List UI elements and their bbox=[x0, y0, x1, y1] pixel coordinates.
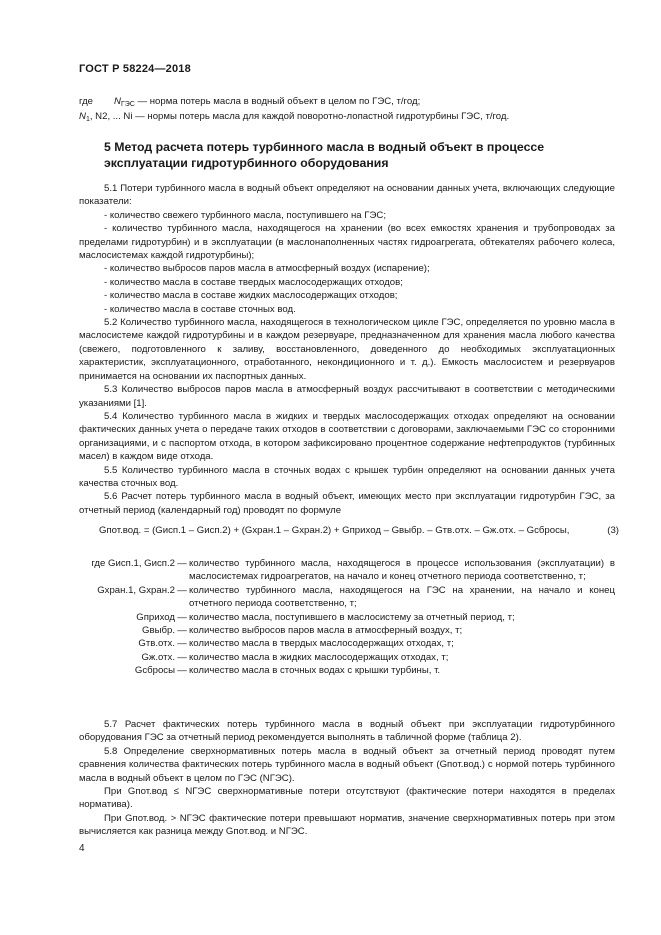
symbol-sub: 1 bbox=[85, 116, 90, 123]
list-item: - количество турбинного масла, находящегося на хранении (во всех емкостях хранения и трубопроводах за пределами гидротурбин) и в эксплуатации (в маслонаполненных частях гидроагрегата, обтекателях рабочего колеса, маслосистемах каждой гидротурбины); bbox=[79, 223, 615, 262]
paragraph: 5.7 Расчет фактических потерь турбинного масла в водный объект при эксплуатации гидротурбинного оборудования ГЭС за отчетный период рекомендуется выполнять в табличной форме (таблица 2). bbox=[79, 719, 615, 744]
formula-expression: Gпот.вод. = (Gисп.1 – Gисп.2) + (Gхран.1 – Gхран.2) + Gприход – Gвыбр. – Gтв.отх. – Gж.отх. – Gсбросы, bbox=[99, 525, 570, 536]
symbol-n: N bbox=[114, 96, 121, 107]
definition-symbol: Gприход bbox=[136, 611, 175, 623]
definition-row bbox=[79, 611, 615, 624]
definition-text: количество масла, поступившего в маслосистему за отчетный период, т; bbox=[189, 611, 515, 623]
definition-dash: — bbox=[177, 558, 187, 569]
paragraph: 5.8 Определение сверхнормативных потерь масла в водный объект за отчетный период проводят путем сравнения количества фактических потерь турбинного масла в водный объект (Gпот.вод.) с нормой потерь турбинного масла в водный объект в целом по ГЭС (NГЭС). bbox=[79, 745, 615, 784]
list-item: - количество масла в составе сточных вод. bbox=[104, 303, 296, 315]
formula-3 bbox=[79, 524, 619, 540]
definition-dash: — bbox=[177, 638, 187, 650]
paragraph: 5.1 Потери турбинного масла в водный объект определяют на основании данных учета, включающих следующие показатели: bbox=[79, 183, 615, 208]
definition-symbol: Gтв.отх. bbox=[138, 638, 175, 650]
paragraph: 5.2 Количество турбинного масла, находящегося в технологическом цикле ГЭС, определяется по уровню масла в маслосистеме каждой гидротурбины и в каждом резервуаре, предназначенном для хранения масла любого качества (свежего, подготовленного к заливу, восстановленного, доведенного до необходимых эксплуатационных характеристик, эксплуатационного, отработанного, некондиционного и т. д.). Емкость маслосистем и резервуаров принимается на основании их паспортных данных. bbox=[79, 317, 615, 382]
paragraph: При Gпот.вод. > NГЭС фактические потери превышают норматив, значение сверхнормативных потерь при этом вычисляется как разница между Gпот.вод. и NГЭС. bbox=[79, 812, 615, 838]
definition-symbol: где Gисп.1, Gисп.2 bbox=[91, 558, 175, 569]
list-item: - количество масла в составе жидких маслосодержащих отходов; bbox=[104, 290, 398, 302]
definition-row bbox=[79, 637, 615, 650]
definition-symbol: Gвыбр. bbox=[142, 625, 175, 637]
where-line-1 bbox=[79, 95, 619, 108]
paragraph: При Gпот.вод ≤ NГЭС сверхнормативные потери отсутствуют (фактические потери находятся в пределах норматива). bbox=[79, 786, 615, 811]
section-title: 5 Метод расчета потерь турбинного масла в водный объект в процессе эксплуатации гидротурбинного оборудования bbox=[104, 140, 545, 170]
list-item: - количество свежего турбинного масла, поступившего на ГЭС; bbox=[104, 209, 386, 221]
paragraph: 5.3 Количество выбросов паров масла в атмосферный воздух рассчитывают в соответствии с методическими указаниями [1]. bbox=[79, 384, 615, 409]
document-header: ГОСТ Р 58224—2018 bbox=[79, 63, 191, 75]
list-item: - количество масла в составе твердых маслосодержащих отходов; bbox=[104, 276, 403, 288]
definition-text: количество турбинного масла, находящегося в процессе использования (эксплуатации) в маслосистемах гидроагрегатов, на начало и конец отчетного периода соответственно, т; bbox=[189, 558, 615, 583]
definition-dash: — bbox=[177, 625, 187, 637]
definition-text: количество масла в сточных водах с крышки турбины, т. bbox=[189, 665, 441, 677]
definition-text: количество выбросов паров масла в атмосферный воздух, т; bbox=[189, 625, 463, 637]
where-line-2 bbox=[79, 110, 619, 123]
paragraph: 5.5 Количество турбинного масла в сточных водах с крышек турбин определяют на основании данных учета качества сточных вод. bbox=[79, 464, 615, 489]
definition-dash: — bbox=[177, 611, 187, 623]
page-number: 4 bbox=[79, 843, 85, 854]
paragraph: 5.6 Расчет потерь турбинного масла в водный объект, имеющих место при эксплуатации гидротурбин ГЭС, за отчетный период (календарный год) проводят по формуле bbox=[79, 491, 615, 516]
definition-dash: — bbox=[177, 665, 187, 677]
tail-paragraphs bbox=[79, 718, 615, 839]
paragraph: 5.4 Количество турбинного масла в жидких и твердых маслосодержащих отходах определяют на основании фактических данных учета о передаче таких отходов в соответствии с договорами, заключаемыми ГЭС со сторонними организациями, и с паспортом отхода, в котором зафиксировано процентное содержание нефтепродуктов (турбинных масел) в каждом виде отхода. bbox=[79, 410, 615, 463]
definition-dash: — bbox=[177, 651, 187, 663]
list-item: - количество выбросов паров масла в атмосферный воздух (испарение); bbox=[104, 263, 430, 275]
where-label: где bbox=[79, 96, 94, 107]
definition-dash: — bbox=[177, 584, 187, 596]
symbol-n: N bbox=[79, 111, 86, 122]
definition-row bbox=[79, 651, 615, 664]
section-body bbox=[79, 182, 615, 517]
definition-symbol: Gхран.1, Gхран.2 bbox=[97, 584, 175, 596]
where-text: , N2, ... Ni — нормы потерь масла для каждой поворотно-лопастной гидротурбины ГЭС, т/год. bbox=[89, 111, 510, 122]
definition-symbol: Gж.отх. bbox=[141, 651, 175, 663]
definition-text: количество масла в твердых маслосодержащих отходах, т; bbox=[189, 638, 454, 650]
definitions-list bbox=[79, 557, 615, 678]
definition-text: количество турбинного масла, находящегося на ГЭС на хранении, на начало и конец отчетного периода соответственно, т; bbox=[189, 584, 615, 610]
symbol-sub: ГЭС bbox=[120, 101, 135, 108]
formula-number: (3) bbox=[607, 525, 619, 536]
where-text: — норма потерь масла в водный объект в целом по ГЭС, т/год; bbox=[134, 96, 421, 107]
definition-symbol: Gсбросы bbox=[134, 665, 175, 677]
definition-row bbox=[79, 584, 615, 611]
definition-row bbox=[79, 557, 615, 584]
definition-text: количество масла в жидких маслосодержащих отходах, т; bbox=[189, 651, 449, 663]
definition-row bbox=[79, 624, 615, 637]
definition-row bbox=[79, 664, 615, 677]
